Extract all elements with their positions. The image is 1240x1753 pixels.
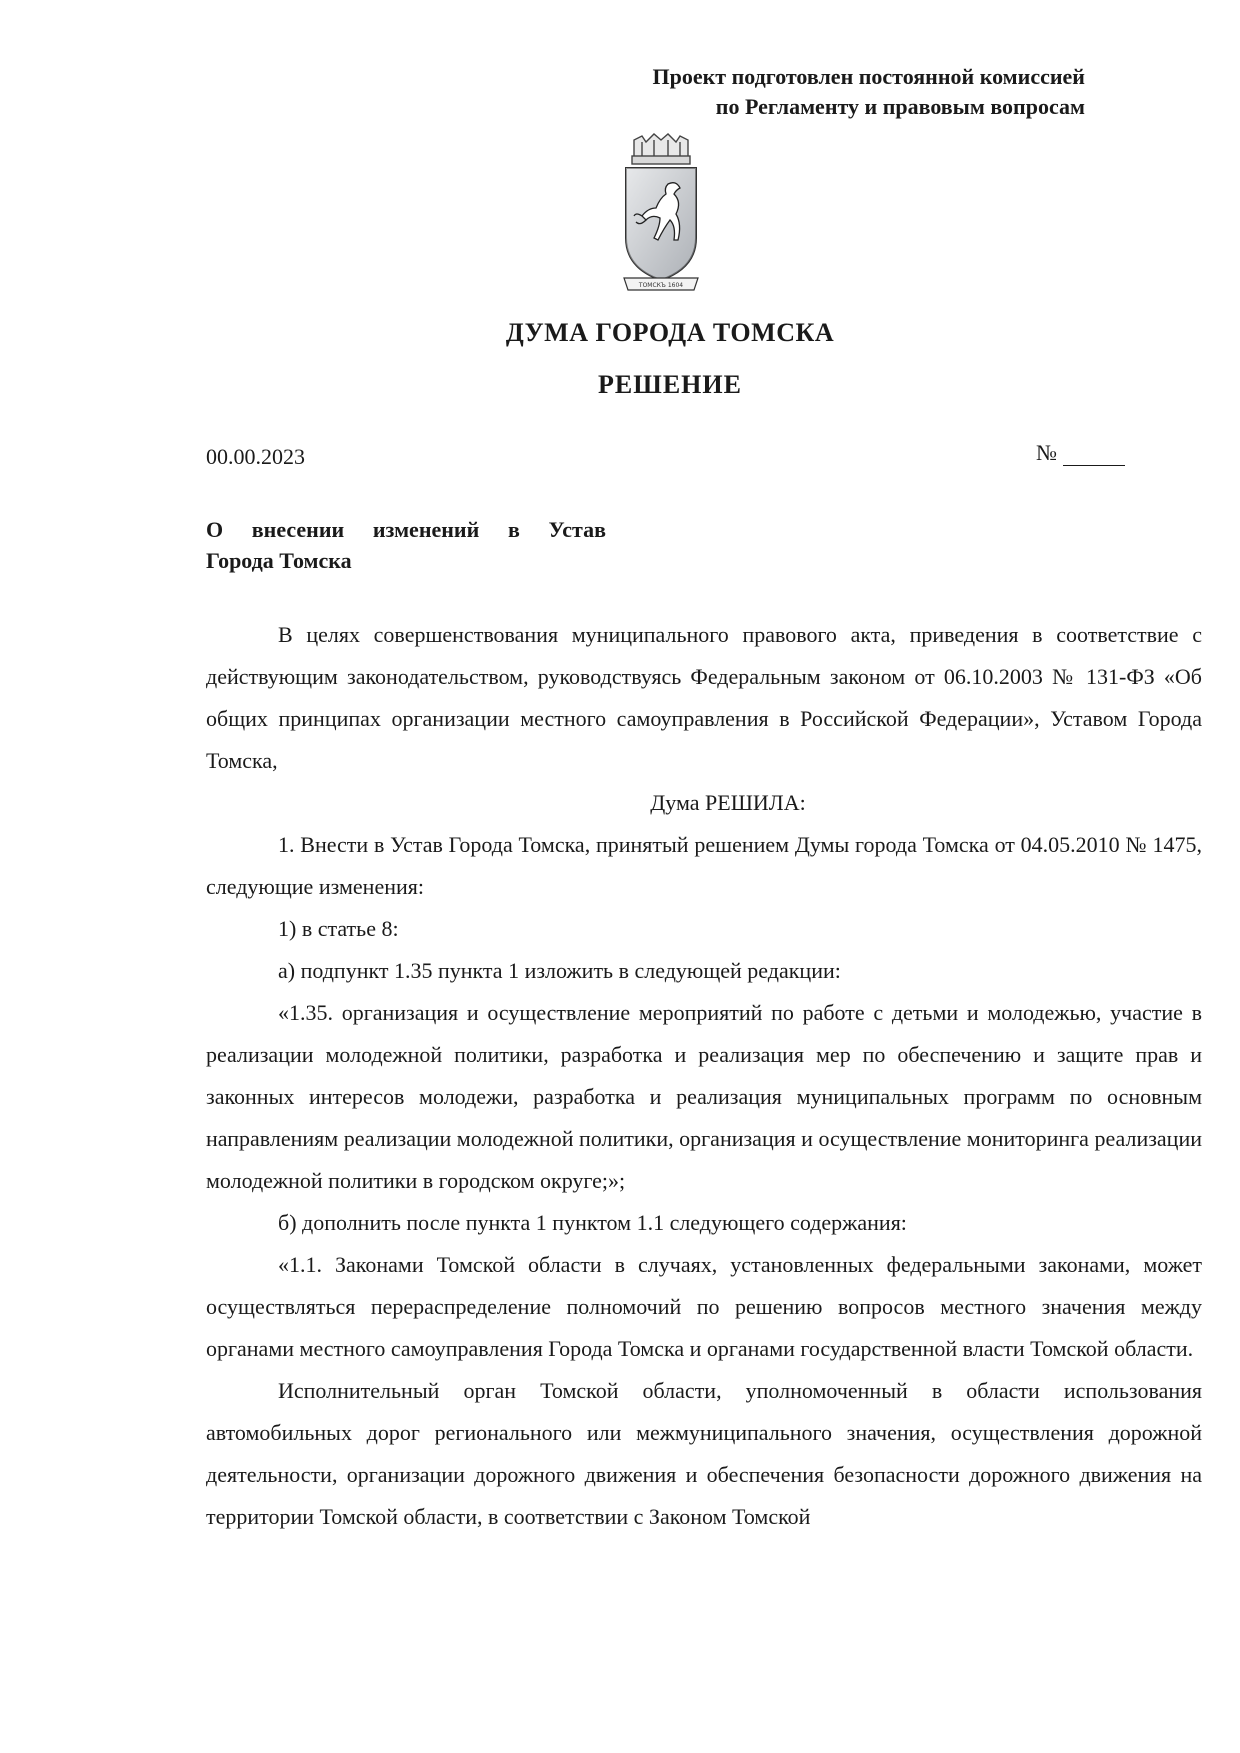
body-paragraph: 1. Внести в Устав Города Томска, принятый решением Думы города Томска от 04.05.2010 № 1475, следующие изменения: <box>206 832 1202 899</box>
subject-word: в <box>507 517 520 542</box>
document-type-title: РЕШЕНИЕ <box>598 370 742 399</box>
emblem-ribbon-text: ТОМСКЪ 1604 <box>638 282 684 289</box>
tomsk-coat-of-arms-icon <box>616 128 706 308</box>
subject-word: внесении <box>251 517 345 542</box>
subject-word: О <box>206 517 224 542</box>
body-paragraph: Исполнительный орган Томской области, уполномоченный в области использования автомобильных дорог регионального или межмуниципального значения, осуществления дорожной деятельности, организации дорожного движения и обеспечения безопасности дорожного движения на территории Томской области, в соответствии с Законом Томской <box>206 1378 1202 1529</box>
number-blank <box>1063 445 1125 466</box>
preamble-paragraph: В целях совершенствования муниципального правового акта, приведения в соответствие с действующим законодательством, руководствуясь Федеральным законом от 06.10.2003 № 131-ФЗ «Об общих принципах организации местного самоуправления в Российской Федерации», Уставом Города Томска, <box>206 622 1202 773</box>
organization-title: ДУМА ГОРОДА ТОМСКА <box>505 318 835 347</box>
subject-word: изменений <box>372 517 480 542</box>
document-date: 00.00.2023 <box>206 444 305 469</box>
prepared-line-1: Проект подготовлен постоянной комиссией <box>652 64 1085 89</box>
number-label: № <box>1036 440 1057 465</box>
prepared-line-2: по Регламенту и правовым вопросам <box>715 94 1085 119</box>
resolved-heading: Дума РЕШИЛА: <box>650 790 806 815</box>
subject-line-1 <box>206 514 606 545</box>
subject-line-2: Города Томска <box>206 548 352 573</box>
document-subject <box>206 514 626 576</box>
document-number <box>1036 440 1125 466</box>
body-paragraph: «1.1. Законами Томской области в случаях, установленных федеральными законами, может осуществляться перераспределение полномочий по решению вопросов местного значения между органами местного самоуправления Города Томска и органами государственной власти Томской области. <box>206 1252 1202 1361</box>
document-body <box>206 614 1202 1538</box>
body-paragraph: 1) в статье 8: <box>278 916 399 941</box>
subject-word: Устав <box>548 517 606 542</box>
prepared-by-note <box>652 62 1085 122</box>
body-paragraph: а) подпункт 1.35 пункта 1 изложить в следующей редакции: <box>278 958 841 983</box>
body-paragraph: б) дополнить после пункта 1 пунктом 1.1 следующего содержания: <box>278 1210 907 1235</box>
body-paragraph: «1.35. организация и осуществление мероприятий по работе с детьми и молодежью, участие в реализации молодежной политики, разработка и реализация мер по обеспечению и защите прав и законных интересов молодежи, разработка и реализация муниципальных программ по основным направлениям реализации молодежной политики, организация и осуществление мониторинга реализации молодежной политики в городском округе;»; <box>206 1000 1202 1193</box>
